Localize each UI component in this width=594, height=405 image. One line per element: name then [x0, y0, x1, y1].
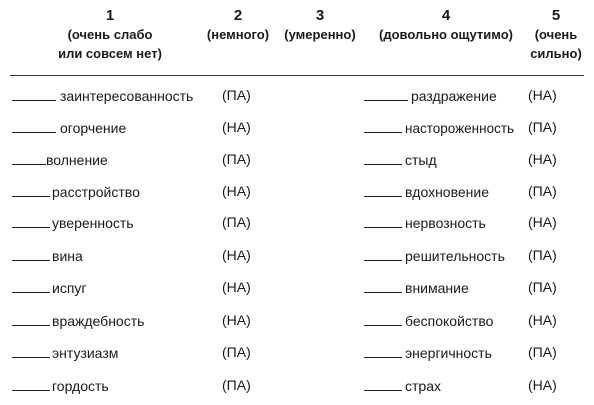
item-word: гордость [52, 378, 109, 394]
item-row [364, 181, 489, 201]
item-row [364, 375, 441, 395]
item-row [12, 375, 109, 395]
item-row [12, 85, 193, 105]
rating-blank[interactable] [12, 149, 46, 165]
item-row [12, 181, 140, 201]
item-row [12, 149, 108, 169]
header-divider [10, 75, 584, 76]
item-word: вдохновение [405, 184, 489, 200]
scale-number: 1 [105, 7, 115, 24]
item-tag: (ПА) [528, 247, 557, 263]
item-tag: (НА) [528, 214, 557, 230]
item-word: стыд [405, 152, 437, 168]
item-word: огорчение [60, 120, 127, 136]
rating-blank[interactable] [12, 85, 56, 101]
item-word: враждебность [52, 313, 145, 329]
item-tag: (ПА) [222, 377, 251, 393]
item-tag: (НА) [528, 377, 557, 393]
rating-blank[interactable] [364, 245, 402, 261]
scale-label: (умеренно) [284, 27, 356, 42]
item-tag: (НА) [222, 279, 251, 295]
rating-blank[interactable] [12, 212, 50, 228]
item-row [364, 245, 505, 265]
item-row [364, 212, 486, 232]
item-row [12, 277, 87, 297]
rating-blank[interactable] [12, 117, 56, 133]
rating-blank[interactable] [364, 342, 402, 358]
scale-label: или совсем нет) [58, 46, 162, 61]
rating-blank[interactable] [12, 245, 50, 261]
item-row [12, 212, 134, 232]
item-tag: (НА) [222, 119, 251, 135]
item-word: страх [405, 378, 441, 394]
item-tag: (ПА) [528, 279, 557, 295]
rating-blank[interactable] [364, 117, 402, 133]
scale-number: 3 [315, 7, 325, 24]
item-word: расстройство [52, 184, 140, 200]
rating-blank[interactable] [12, 181, 50, 197]
scale-header-5 [526, 6, 586, 63]
rating-blank[interactable] [12, 342, 50, 358]
item-row [364, 149, 437, 169]
item-word: решительность [405, 248, 505, 264]
item-row [12, 310, 144, 330]
rating-blank[interactable] [364, 375, 402, 391]
item-word: испуг [52, 280, 87, 296]
scale-label: (очень слабо [67, 27, 153, 42]
item-row [364, 310, 493, 330]
item-tag: (НА) [528, 312, 557, 328]
item-word: волнение [46, 152, 108, 168]
item-word: настороженность [405, 121, 515, 136]
rating-blank[interactable] [364, 181, 402, 197]
scale-number: 5 [551, 7, 561, 24]
rating-blank[interactable] [364, 310, 402, 326]
item-tag: (НА) [222, 247, 251, 263]
item-word: заинтересованность [60, 88, 194, 104]
scale-header-4 [364, 6, 528, 44]
rating-blank[interactable] [12, 277, 50, 293]
scale-number: 2 [233, 7, 243, 24]
rating-blank[interactable] [364, 85, 408, 101]
item-tag: (ПА) [222, 344, 251, 360]
rating-blank[interactable] [364, 212, 402, 228]
item-word: беспокойство [405, 313, 494, 329]
item-word: энергичность [405, 345, 492, 361]
rating-blank[interactable] [364, 277, 402, 293]
scale-label: сильно) [530, 46, 582, 61]
item-row [12, 117, 126, 137]
item-word: раздражение [411, 88, 497, 104]
item-tag: (НА) [222, 312, 251, 328]
item-tag: (ПА) [222, 87, 251, 103]
item-row [12, 342, 118, 362]
item-tag: (ПА) [528, 183, 557, 199]
scale-header-2 [200, 6, 276, 44]
item-tag: (ПА) [222, 214, 251, 230]
item-word: вина [52, 248, 83, 264]
item-tag: (НА) [222, 183, 251, 199]
scale-label: (немного) [206, 27, 270, 42]
item-tag: (НА) [528, 151, 557, 167]
item-tag: (ПА) [528, 344, 557, 360]
rating-blank[interactable] [12, 310, 50, 326]
scale-label: (очень [534, 27, 578, 42]
scale-number: 4 [441, 7, 451, 24]
rating-blank[interactable] [364, 149, 402, 165]
item-row [364, 117, 514, 137]
rating-blank[interactable] [12, 375, 50, 391]
item-tag: (НА) [528, 87, 557, 103]
item-tag: (ПА) [528, 119, 557, 135]
item-row [364, 277, 469, 297]
item-tag: (ПА) [222, 151, 251, 167]
item-row [364, 342, 492, 362]
item-row [364, 85, 497, 105]
item-row [12, 245, 83, 265]
item-word: нервозность [405, 215, 486, 231]
scale-header-3 [278, 6, 362, 44]
item-word: уверенность [52, 215, 134, 231]
item-word: энтузиазм [52, 345, 119, 361]
scale-label: (довольно ощутимо) [379, 27, 513, 42]
scale-header-1 [40, 6, 180, 63]
item-word: внимание [405, 280, 469, 296]
